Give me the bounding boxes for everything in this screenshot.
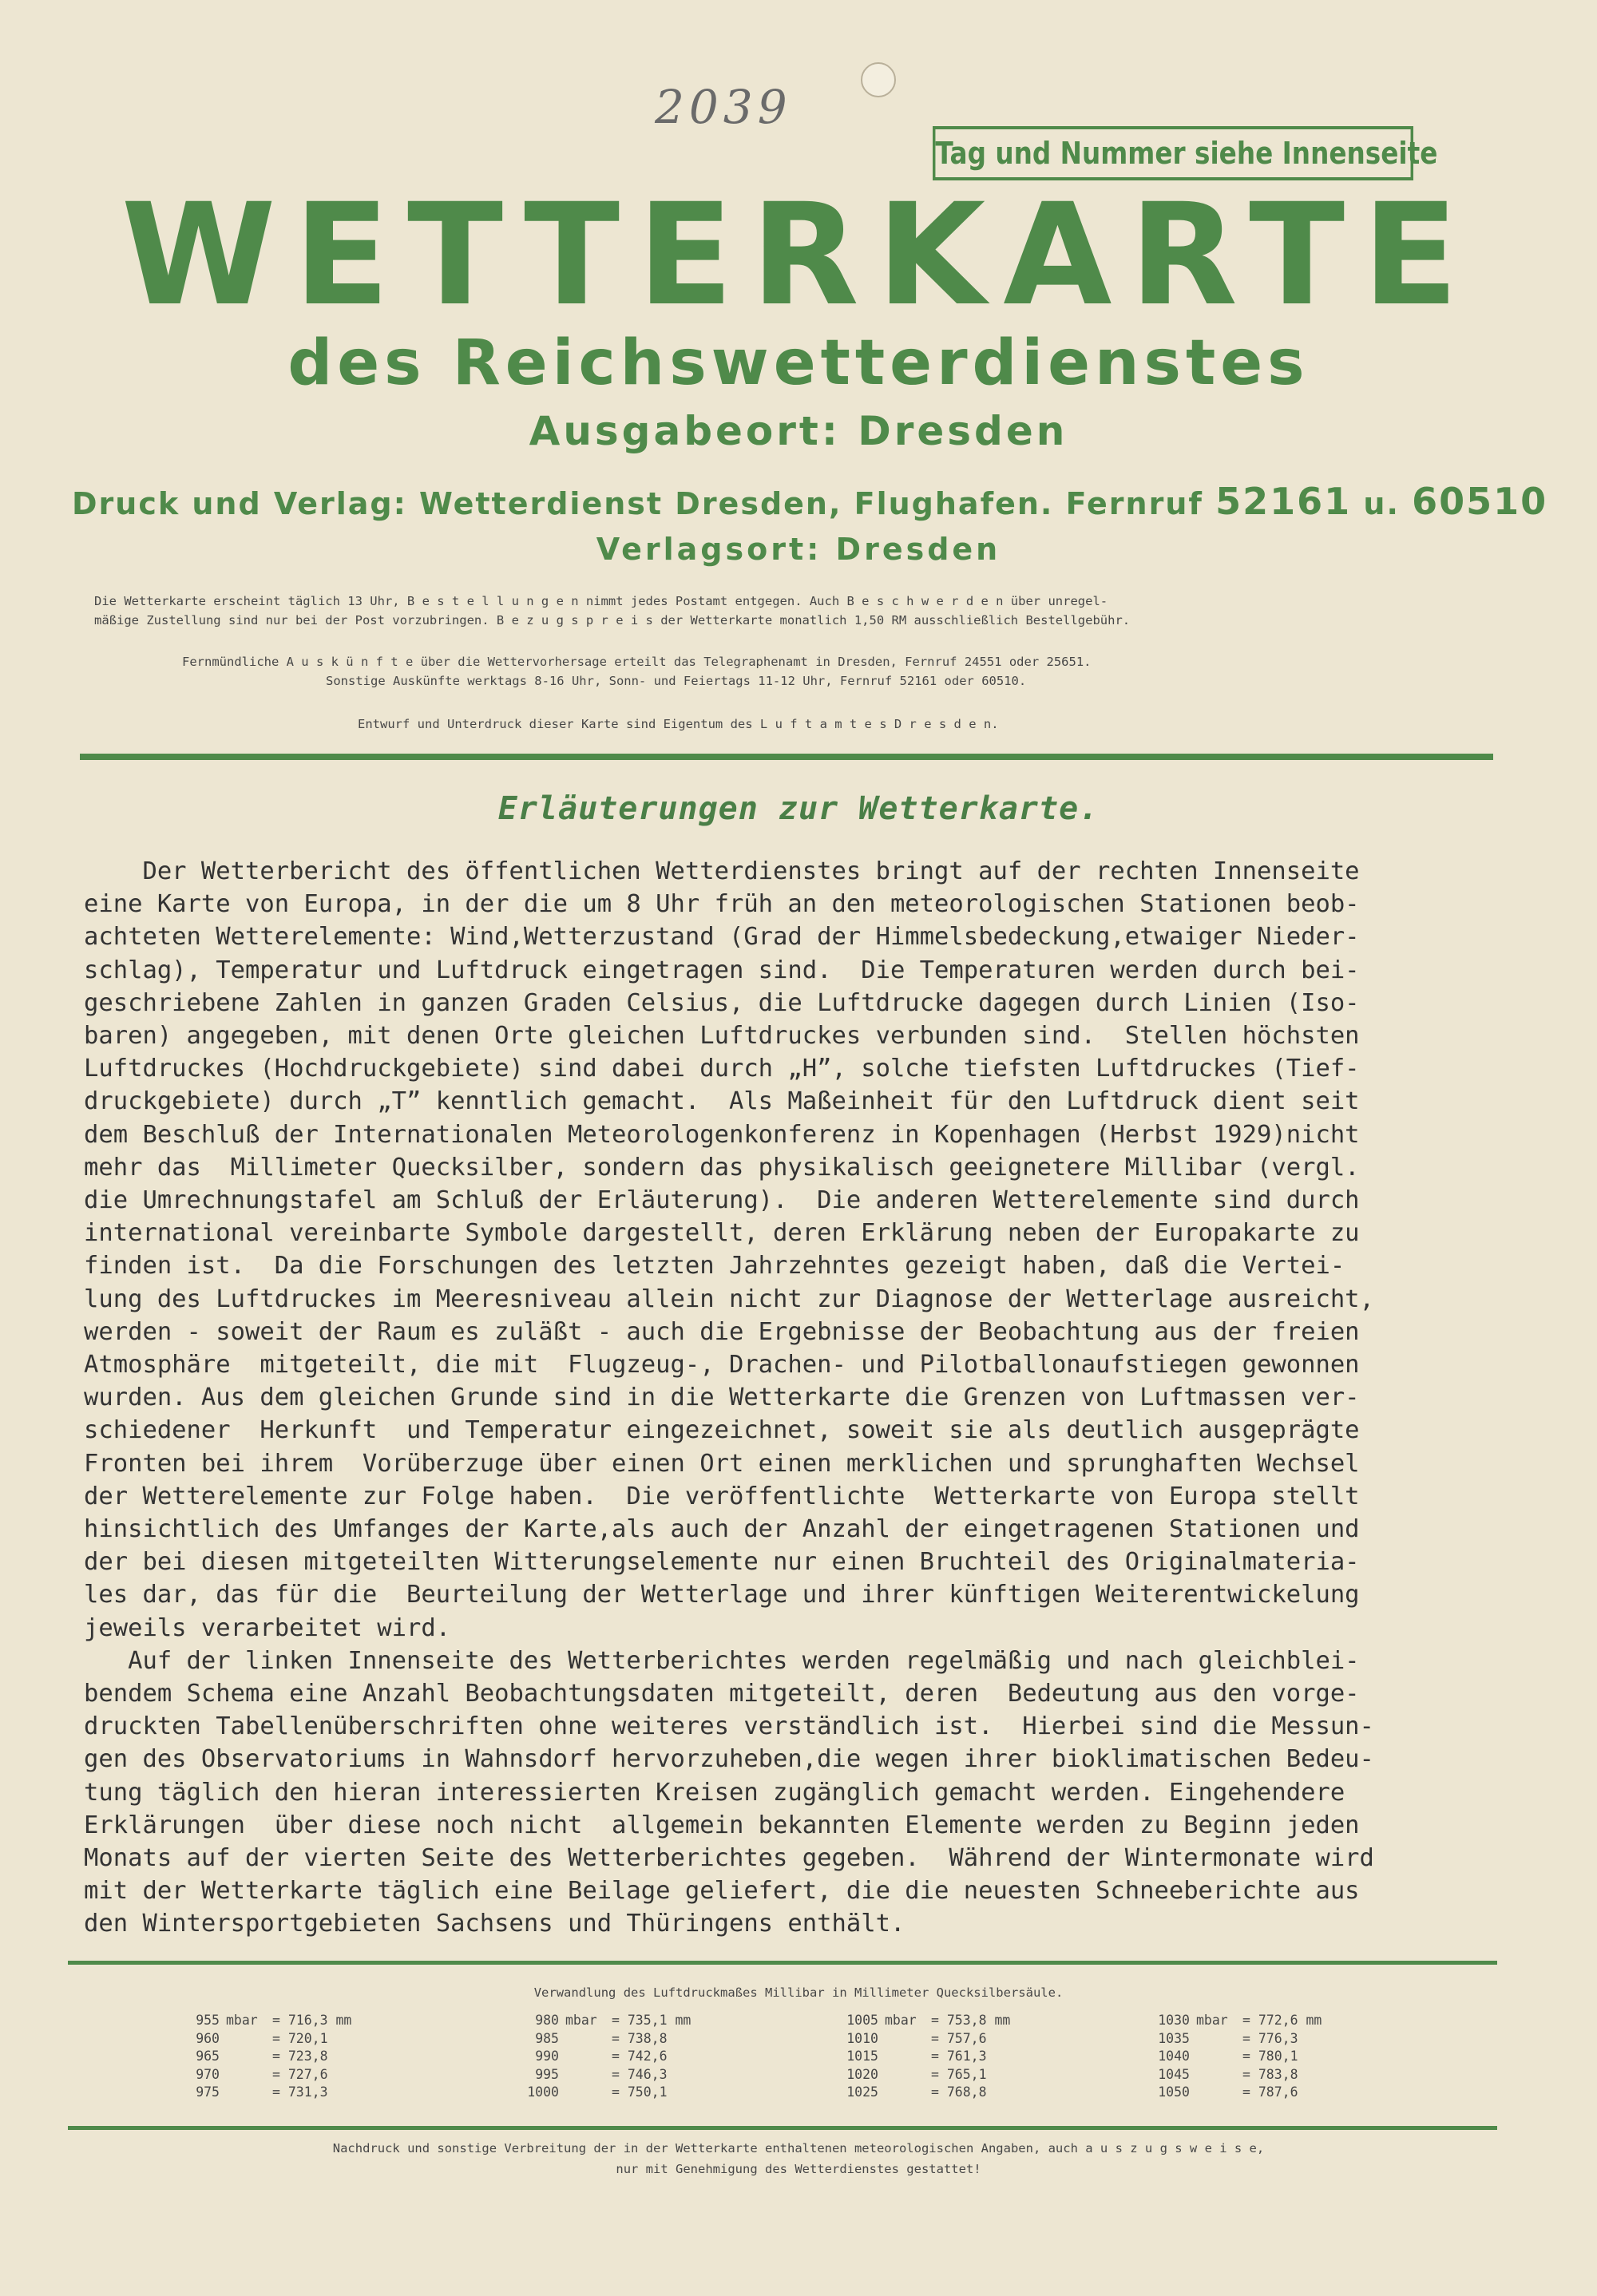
handwritten-number: 2039 [655,80,792,134]
body-text-line: finden ist. Da die Forschungen des letzten Jahrzehntes gezeigt haben, daß die Vertei- [84,1252,1345,1281]
body-text-line: tung täglich den hieran interessierten Kreisen zugänglich gemacht werden. Eingehendere [84,1778,1345,1807]
body-text-line: Luftdruckes (Hochdruckgebiete) sind dabei durch „H”, solche tiefsten Luftdruckes (Tief- [84,1055,1360,1083]
footer-line: nur mit Genehmigung des Wetterdienstes gestattet! [616,2162,981,2176]
conversion-row [1134,2048,1322,2066]
mbar-value: 1040 [1158,2049,1190,2064]
mm-value: = 787,6 [1242,2084,1298,2100]
mbar-value: 1035 [1158,2030,1190,2046]
footer-line: Nachdruck und sonstige Verbreitung der in der Wetterkarte enthaltenen meteorologischen Angaben, auch a u s z u g s w e i s e, [332,2141,1265,2155]
body-text-line: Der Wetterbericht des öffentlichen Wetterdienstes bringt auf der rechten Innenseite [84,857,1360,885]
conversion-row [822,2084,1010,2102]
mbar-value: 1025 [846,2084,878,2100]
info-line: Sonstige Auskünfte werktags 8-16 Uhr, Sonn- und Feiertags 11-12 Uhr, Fernruf 52161 oder 60510. [326,674,1027,688]
conversion-row [503,2066,691,2084]
body-text-line: Erklärungen über diese noch nicht allgemein bekannten Elemente werden zu Beginn jeden [84,1811,1360,1839]
mbar-value: 1020 [846,2066,878,2082]
mm-value: = 716,3 mm [272,2013,352,2028]
body-text-line: eine Karte von Europa, in der die um 8 Uhr früh an den meteorologischen Stationen beob- [84,890,1360,919]
body-text-line: international vereinbarte Symbole dargestellt, deren Erklärung neben der Europakarte zu [84,1219,1360,1248]
body-text-line: dem Beschluß der Internationalen Meteorologenkonferenz in Kopenhagen (Herbst 1929)nicht [84,1120,1360,1149]
info-line: Die Wetterkarte erscheint täglich 13 Uhr, B e s t e l l u n g e n nimmt jedes Postamt entgegen. Auch B e s c h w e r d e n über unregel- [94,594,1108,608]
body-text-line: der Wetterelemente zur Folge haben. Die veröffentlichte Wetterkarte von Europa stellt [84,1482,1360,1510]
mbar-value: 960 [196,2030,220,2046]
conversion-row [164,2012,351,2030]
body-text-line: mehr das Millimeter Quecksilber, sondern das physikalisch geeignetere Millibar (vergl. [84,1153,1360,1182]
conversion-row [503,2084,691,2102]
conversion-column [822,2012,1010,2102]
conversion-row [1134,2030,1322,2049]
conversion-row [503,2030,691,2049]
mbar-value: 985 [535,2030,559,2046]
conversion-row [164,2084,351,2102]
conversion-row [1134,2084,1322,2102]
mbar-value: 965 [196,2049,220,2064]
conversion-row [503,2048,691,2066]
body-text-line: Fronten bei ihrem Vorüberzuge über einen Ort einen merklichen und sprunghaften Wechsel [84,1449,1360,1478]
mm-value: = 780,1 [1242,2049,1298,2064]
conversion-row [1134,2012,1322,2030]
mbar-unit: mbar [226,2013,258,2028]
mbar-value: 990 [535,2049,559,2064]
body-text-line: baren) angegeben, mit denen Orte gleichen Luftdruckes verbunden sind. Stellen höchsten [84,1022,1360,1050]
phone-conjunction: u. [1363,486,1400,521]
conversion-title: Verwandlung des Luftdruckmaßes Millibar in Millimeter Quecksilbersäule. [533,1985,1064,2000]
body-text-line: die Umrechnungstafel am Schluß der Erläuterung). Die anderen Wetterelemente sind durch [84,1186,1360,1214]
body-text-line: gen des Observatoriums in Wahnsdorf hervorzuheben,die wegen ihrer bioklimatischen Bedeu- [84,1745,1374,1774]
body-text-line: wurden. Aus dem gleichen Grunde sind in die Wetterkarte die Grenzen von Luftmassen ver- [84,1384,1360,1412]
mbar-value: 980 [535,2013,559,2028]
body-text-line: Monats auf der vierten Seite des Wetterberichtes gegeben. Während der Wintermonate wird [84,1844,1374,1872]
body-text-line: hinsichtlich des Umfanges der Karte,als auch der Anzahl der eingetragenen Stationen und [84,1515,1360,1543]
mbar-unit: mbar [1196,2013,1228,2028]
mm-value: = 783,8 [1242,2066,1298,2082]
conversion-row [1134,2066,1322,2084]
body-text-line: lung des Luftdruckes im Meeresniveau allein nicht zur Diagnose der Wetterlage ausreicht, [84,1285,1374,1313]
body-text-line: schiedener Herkunft und Temperatur eingezeichnet, soweit sie als deutlich ausgeprägte [84,1416,1360,1445]
conversion-column [503,2012,691,2102]
mm-value: = 768,8 [931,2084,987,2100]
mm-value: = 727,6 [272,2066,328,2082]
mbar-value: 1030 [1158,2013,1190,2028]
mm-value: = 723,8 [272,2049,328,2064]
conversion-row [164,2030,351,2049]
conversion-row [503,2012,691,2030]
mm-value: = 746,3 [612,2066,668,2082]
mbar-unit: mbar [885,2013,917,2028]
body-text-line: schlag), Temperatur und Luftdruck eingetragen sind. Die Temperaturen werden durch bei- [84,956,1360,984]
body-text-line: geschriebene Zahlen in ganzen Graden Celsius, die Luftdrucke dagegen durch Linien (Iso- [84,988,1360,1017]
conversion-column [1134,2012,1322,2102]
conversion-row [164,2066,351,2084]
mm-value: = 750,1 [612,2084,668,2100]
mm-value: = 765,1 [931,2066,987,2082]
publisher-text: Druck und Verlag: Wetterdienst Dresden, Flughafen. Fernruf [72,486,1203,521]
mbar-value: 975 [196,2084,220,2100]
mbar-value: 955 [196,2013,220,2028]
mbar-value: 1015 [846,2049,878,2064]
conversion-row [822,2066,1010,2084]
mm-value: = 772,6 mm [1242,2013,1322,2028]
mbar-value: 1000 [527,2084,559,2100]
mm-value: = 761,3 [931,2049,987,2064]
masthead-title: WETTERKARTE [121,173,1476,337]
body-text-line: Auf der linken Innenseite des Wetterberichtes werden regelmäßig und nach gleichblei- [84,1646,1360,1675]
phone-number-2: 60510 [1412,480,1548,523]
section-heading: Erläuterungen zur Wetterkarte. [497,790,1100,827]
body-text-line: druckgebiete) durch „T” kenntlich gemacht. Als Maßeinheit für den Luftdruck dient seit [84,1087,1360,1116]
mbar-value: 1005 [846,2013,878,2028]
conversion-row [822,2030,1010,2049]
ausgabeort: Ausgabeort: Dresden [529,408,1068,454]
verlagsort: Verlagsort: Dresden [596,532,1001,567]
body-text-line: der bei diesen mitgeteilten Witterungselemente nur einen Bruchteil des Originalmateria- [84,1548,1360,1577]
mbar-value: 970 [196,2066,220,2082]
conversion-row [164,2048,351,2066]
phone-number-1: 52161 [1215,480,1352,523]
body-text-line: les dar, das für die Beurteilung der Wetterlage und ihrer künftigen Weiterentwickelung [84,1581,1360,1609]
body-text-line: achteten Wetterelemente: Wind,Wetterzustand (Grad der Himmelsbedeckung,etwaiger Nieder- [84,923,1360,952]
info-line: mäßige Zustellung sind nur bei der Post vorzubringen. B e z u g s p r e i s der Wetterkarte monatlich 1,50 RM ausschließlich Bestellgebühr. [94,613,1131,627]
divider-rule [68,1961,1497,1965]
conversion-row [822,2012,1010,2030]
body-text-line: bendem Schema eine Anzahl Beobachtungsdaten mitgeteilt, deren Bedeutung aus den vorge- [84,1680,1360,1708]
masthead-subtitle: des Reichswetterdienstes [287,327,1310,399]
conversion-row [822,2048,1010,2066]
mm-value: = 753,8 mm [931,2013,1011,2028]
mbar-value: 1010 [846,2030,878,2046]
mm-value: = 735,1 mm [612,2013,692,2028]
body-text-line: Atmosphäre mitgeteilt, die mit Flugzeug-, Drachen- und Pilotballonaufstiegen gewonnen [84,1351,1360,1379]
mm-value: = 757,6 [931,2030,987,2046]
body-text-line: druckten Tabellenüberschriften ohne weiteres verständlich ist. Hierbei sind die Messun- [84,1712,1374,1741]
divider-rule [80,754,1493,760]
publisher-line [72,477,1548,528]
mm-value: = 742,6 [612,2049,668,2064]
mbar-value: 1050 [1158,2084,1190,2100]
mbar-value: 995 [535,2066,559,2082]
body-text-line: den Wintersportgebieten Sachsens und Thüringens enthält. [84,1910,905,1938]
body-text-line: jeweils verarbeitet wird. [84,1613,451,1642]
mbar-unit: mbar [565,2013,597,2028]
boxed-note: Tag und Nummer siehe Innenseite [933,126,1413,180]
mm-value: = 720,1 [272,2030,328,2046]
mm-value: = 731,3 [272,2084,328,2100]
conversion-column [164,2012,351,2102]
divider-rule [68,2126,1497,2130]
body-text-line: mit der Wetterkarte täglich eine Beilage geliefert, die die neuesten Schneeberichte aus [84,1877,1360,1906]
info-line: Fernmündliche A u s k ü n f t e über die Wettervorhersage erteilt das Telegraphenamt in Dresden, Fernruf 24551 oder 25651. [182,655,1092,669]
mm-value: = 738,8 [612,2030,668,2046]
mbar-value: 1045 [1158,2066,1190,2082]
body-text-line: werden - soweit der Raum es zuläßt - auch die Ergebnisse der Beobachtung aus der freien [84,1317,1360,1346]
mm-value: = 776,3 [1242,2030,1298,2046]
punch-hole [861,62,896,97]
info-line: Entwurf und Unterdruck dieser Karte sind Eigentum des L u f t a m t e s D r e s d e n. [358,717,999,731]
